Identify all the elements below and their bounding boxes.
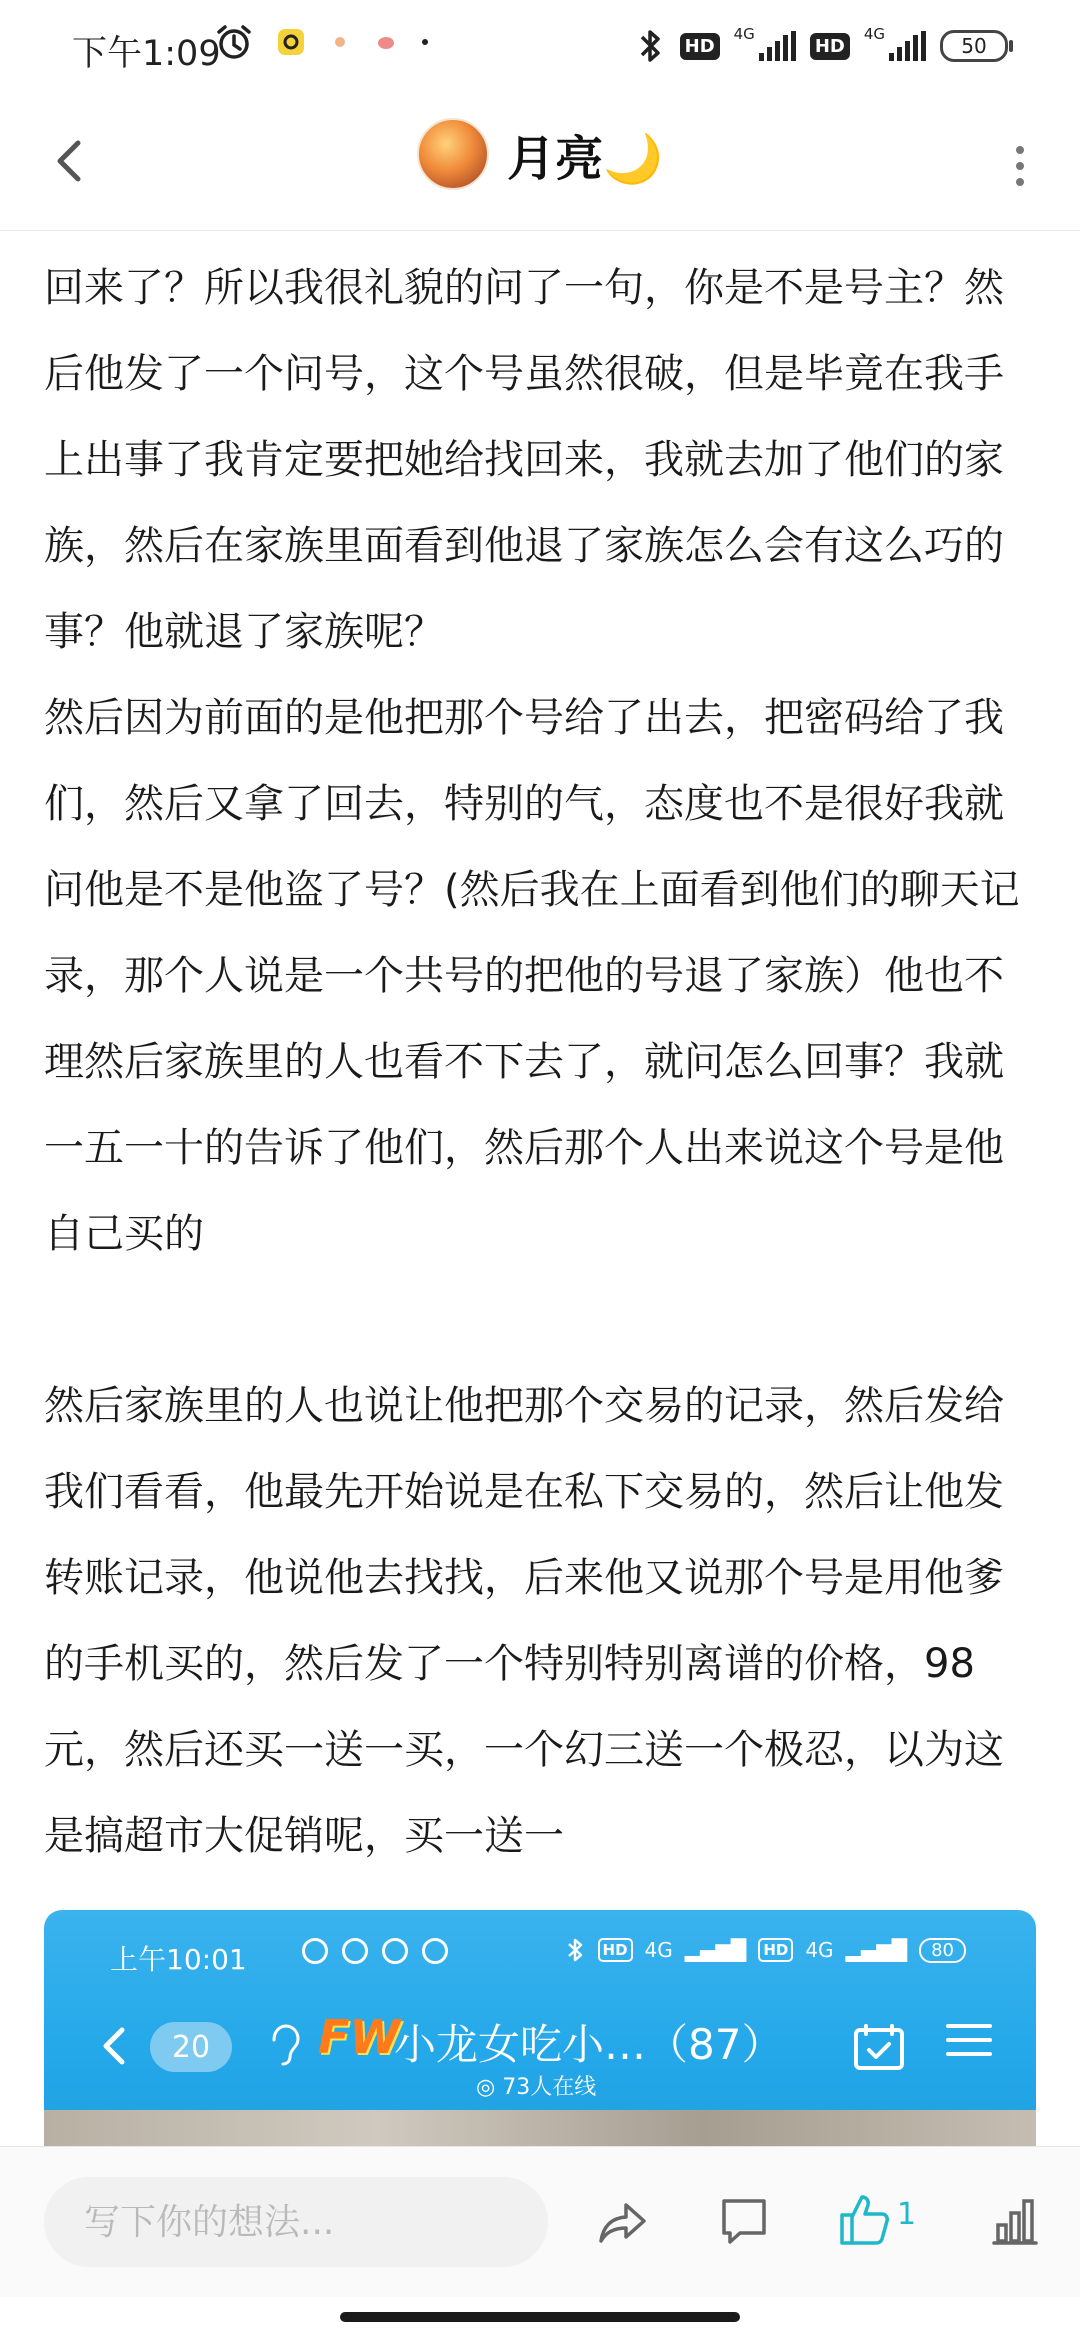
embed-back-arrow-icon	[94, 2016, 134, 2076]
embed-status-icons	[302, 1938, 448, 1964]
embed-hd-badge-2: HD	[758, 1938, 793, 1962]
share-icon[interactable]	[596, 2195, 650, 2249]
top-nav	[0, 96, 1080, 231]
embed-status-time: 上午10:01	[110, 1943, 247, 1976]
network-type-2: 4G	[863, 25, 885, 43]
post-paragraph: 然后家族里的人也说让他把那个交易的记录，然后发给我们看看，他最先开始说是在私下交易的，然后让他发转账记录，他说他去找找，后来他又说那个号是用他爹的手机买的，然后发了一个特别特别离谱的价格，98元，然后还买一送一买，一个幻三送一个极忍，以为这是搞超市大促销呢，买一送一	[44, 1383, 1004, 1859]
more-options-icon[interactable]	[1000, 136, 1040, 196]
status-bar	[0, 0, 1080, 96]
embed-ear-icon	[266, 2020, 302, 2070]
status-time: 下午1:09	[72, 34, 221, 74]
embed-online-count: ◎ 73人在线	[476, 2075, 597, 2100]
embed-signal-icon: ▂▄▆█	[684, 1938, 747, 1962]
page-title: 月亮🌙	[507, 130, 663, 187]
like-thumb-icon[interactable]	[838, 2191, 892, 2247]
embed-network-type-2: 4G	[805, 1938, 834, 1962]
embed-hd-badge: HD	[598, 1938, 633, 1962]
notification-app-icon	[276, 27, 306, 57]
avatar[interactable]	[417, 118, 489, 190]
post-image[interactable]	[44, 1910, 1036, 2150]
embed-calendar-check-icon	[852, 2022, 906, 2072]
hd-badge-2: HD	[810, 33, 850, 60]
embed-battery: 80	[919, 1938, 966, 1963]
status-right-icons	[634, 26, 1008, 66]
comment-input[interactable]	[44, 2177, 548, 2267]
embed-unread-count: 20	[150, 2022, 232, 2072]
more-notifications-icon	[420, 37, 430, 47]
bottom-action-bar	[0, 2146, 1080, 2297]
hd-badge: HD	[680, 33, 720, 60]
signal-icon-2	[889, 31, 926, 61]
status-left-icons	[214, 22, 430, 62]
embed-photo-strip	[44, 2110, 1036, 2150]
post-paragraph: 然后因为前面的是他把那个号给了出去，把密码给了我们，然后又拿了回去，特别的气，态度也不是很好我就问他是不是他盗了号？(然后我在上面看到他们的聊天记录，那个人说是一个共号的把他的号退了家族）他也不理然后家族里的人也看不下去了，就问怎么回事？我就一五一十的告诉了他们，然后那个人出来说这个号是他自己买的	[44, 695, 1020, 1257]
embed-bluetooth-icon	[564, 1936, 586, 1964]
embed-status-right	[564, 1936, 966, 1964]
home-indicator[interactable]	[340, 2312, 740, 2322]
embed-menu-icon	[946, 2024, 992, 2056]
post-content	[44, 245, 1040, 1879]
notification-app-icon-2	[328, 30, 352, 54]
embed-signal-icon-2: ▂▄▆█	[845, 1938, 908, 1962]
embed-group-badge: FW	[318, 2010, 401, 2064]
like-count: 1	[897, 2197, 917, 2232]
stats-chart-icon[interactable]	[990, 2195, 1040, 2249]
comment-icon[interactable]	[718, 2195, 770, 2249]
notification-app-icon-3	[374, 30, 398, 54]
signal-icon	[759, 31, 796, 61]
embed-network-type: 4G	[644, 1938, 673, 1962]
battery-icon: 50	[940, 30, 1008, 62]
alarm-icon	[214, 22, 254, 62]
title-group[interactable]	[0, 118, 1080, 190]
bluetooth-icon	[634, 26, 666, 66]
embed-group-name: 小龙女吃小…（87）	[394, 2020, 784, 2069]
post-paragraph: 回来了？所以我很礼貌的问了一句，你是不是号主？然后他发了一个问号，这个号虽然很破，但是毕竟在我手上出事了我肯定要把她给找回来，我就去加了他们的家族，然后在家族里面看到他退了家族怎么会有这么巧的事？他就退了家族呢？	[44, 265, 1004, 655]
network-type: 4G	[733, 25, 755, 43]
